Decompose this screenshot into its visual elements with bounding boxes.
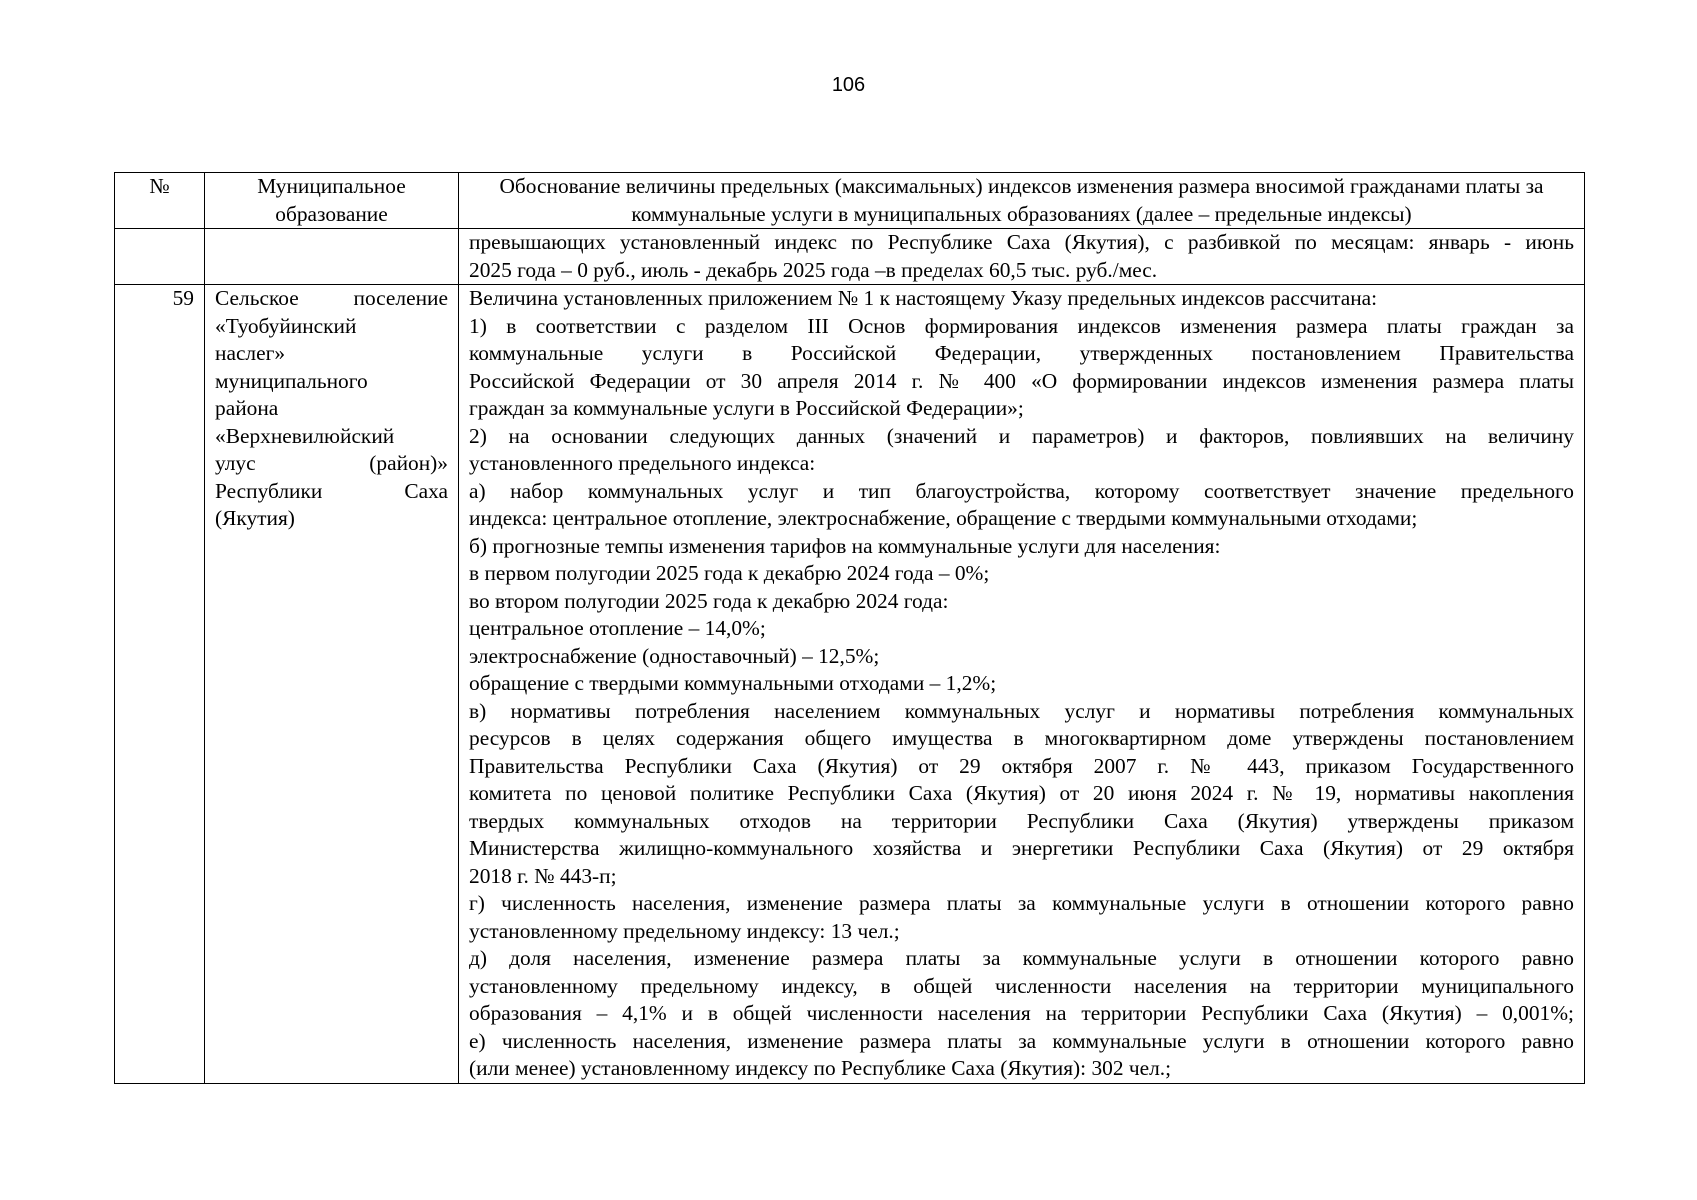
text-line: установленному предельному индексу: 13 чел.; [469, 918, 900, 943]
municipality-line: «Туобуйинский [215, 313, 357, 338]
municipality-line: (Якутия) [215, 506, 295, 530]
municipality-line: «Верхневилюйский [215, 423, 395, 448]
text-line: 2018 г. № 443-п; [469, 863, 617, 888]
header-justification: Обоснование величины предельных (максимальных) индексов изменения размера вносимой гражданами платы за коммунальные услуги в муниципальных образованиях (далее – предельные индексы) [459, 173, 1585, 229]
justification-text-cell [459, 285, 1585, 1084]
municipality-line: муниципального [215, 368, 368, 393]
row-number: 59 [115, 285, 205, 1084]
text-line: 2025 года – 0 руб., июль - декабрь 2025 года –в пределах 60,5 тыс. руб./мес. [469, 257, 1158, 282]
text-line: а) набор коммунальных услуг и тип благоустройства, которому соответствует значение предельного [469, 478, 1574, 503]
text-line: б) прогнозные темпы изменения тарифов на коммунальные услуги для населения: [469, 533, 1221, 558]
text-line: в первом полугодии 2025 года к декабрю 2024 года – 0%; [469, 561, 990, 585]
continuation-number-cell [115, 229, 205, 285]
text-line: индекса: центральное отопление, электроснабжение, обращение с твердыми коммунальными отходами; [469, 506, 1418, 530]
municipality-line: наслег» [215, 341, 286, 365]
text-line: д) доля населения, изменение размера платы за коммунальные услуги в отношении которого равно [469, 946, 1574, 970]
text-line: превышающих установленный индекс по Республике Саха (Якутия), с разбивкой по месяцам: январь - июнь [469, 230, 1574, 254]
table-header-row [115, 173, 1585, 229]
text-line: 2) на основании следующих данных (значений и параметров) и факторов, повлиявших на величину [469, 423, 1574, 448]
text-line: образования – 4,1% и в общей численности населения на территории Республики Саха (Якутия) – 0,001%; [469, 1001, 1574, 1025]
text-line: е) численность населения, изменение размера платы за коммунальные услуги в отношении которого равно [469, 1028, 1574, 1053]
header-number: № [115, 173, 205, 229]
municipality-line: Сельское поселение [215, 286, 448, 310]
continuation-municipality-cell [205, 229, 459, 285]
text-line: 1) в соответствии с разделом III Основ формирования индексов изменения размера платы граждан за [469, 313, 1574, 338]
text-line: Величина установленных приложением № 1 к настоящему Указу предельных индексов рассчитана: [469, 286, 1378, 310]
continuation-text-cell [459, 229, 1585, 285]
text-line: г) численность населения, изменение размера платы за коммунальные услуги в отношении которого равно [469, 891, 1574, 915]
text-line: ресурсов в целях содержания общего имущества в многоквартирном доме утверждены постановлением [469, 726, 1574, 750]
text-line: Министерства жилищно-коммунального хозяйства и энергетики Республики Саха (Якутия) от 29 октября [469, 836, 1574, 860]
justification-table [114, 172, 1585, 1084]
text-line: установленного предельного индекса: [469, 451, 816, 475]
text-line: твердых коммунальных отходов на территории Республики Саха (Якутия) утверждены приказом [469, 808, 1574, 833]
text-line: обращение с твердыми коммунальными отходами – 1,2%; [469, 671, 997, 695]
continuation-row [115, 229, 1585, 285]
text-line: в) нормативы потребления населением коммунальных услуг и нормативы потребления коммунальных [469, 698, 1574, 723]
text-line: коммунальные услуги в Российской Федерации, утвержденных постановлением Правительства [469, 341, 1574, 365]
text-line: граждан за коммунальные услуги в Российской Федерации»; [469, 396, 1024, 420]
text-line: Правительства Республики Саха (Якутия) от 29 октября 2007 г. № 443, приказом Государственного [469, 753, 1574, 778]
text-line: комитета по ценовой политике Республики Саха (Якутия) от 20 июня 2024 г. № 19, нормативы накопления [469, 781, 1574, 805]
page-number: 106 [831, 74, 866, 96]
table-row-59 [115, 285, 1585, 1084]
municipality-line: района [215, 396, 279, 420]
header-municipality: Муниципальное образование [205, 173, 459, 229]
text-line: (или менее) установленному индексу по Республике Саха (Якутия): 302 чел.; [469, 1056, 1172, 1080]
text-line: во втором полугодии 2025 года к декабрю 2024 года: [469, 588, 949, 613]
text-line: электроснабжение (одноставочный) – 12,5%; [469, 643, 880, 668]
text-line: установленному предельному индексу, в общей численности населения на территории муниципального [469, 973, 1574, 998]
text-line: центральное отопление – 14,0%; [469, 616, 766, 640]
municipality-line: улус (район)» [215, 451, 448, 475]
municipality-cell [205, 285, 459, 1084]
municipality-line: Республики Саха [215, 478, 448, 503]
text-line: Российской Федерации от 30 апреля 2014 г. № 400 «О формировании индексов изменения размера платы [469, 368, 1574, 393]
